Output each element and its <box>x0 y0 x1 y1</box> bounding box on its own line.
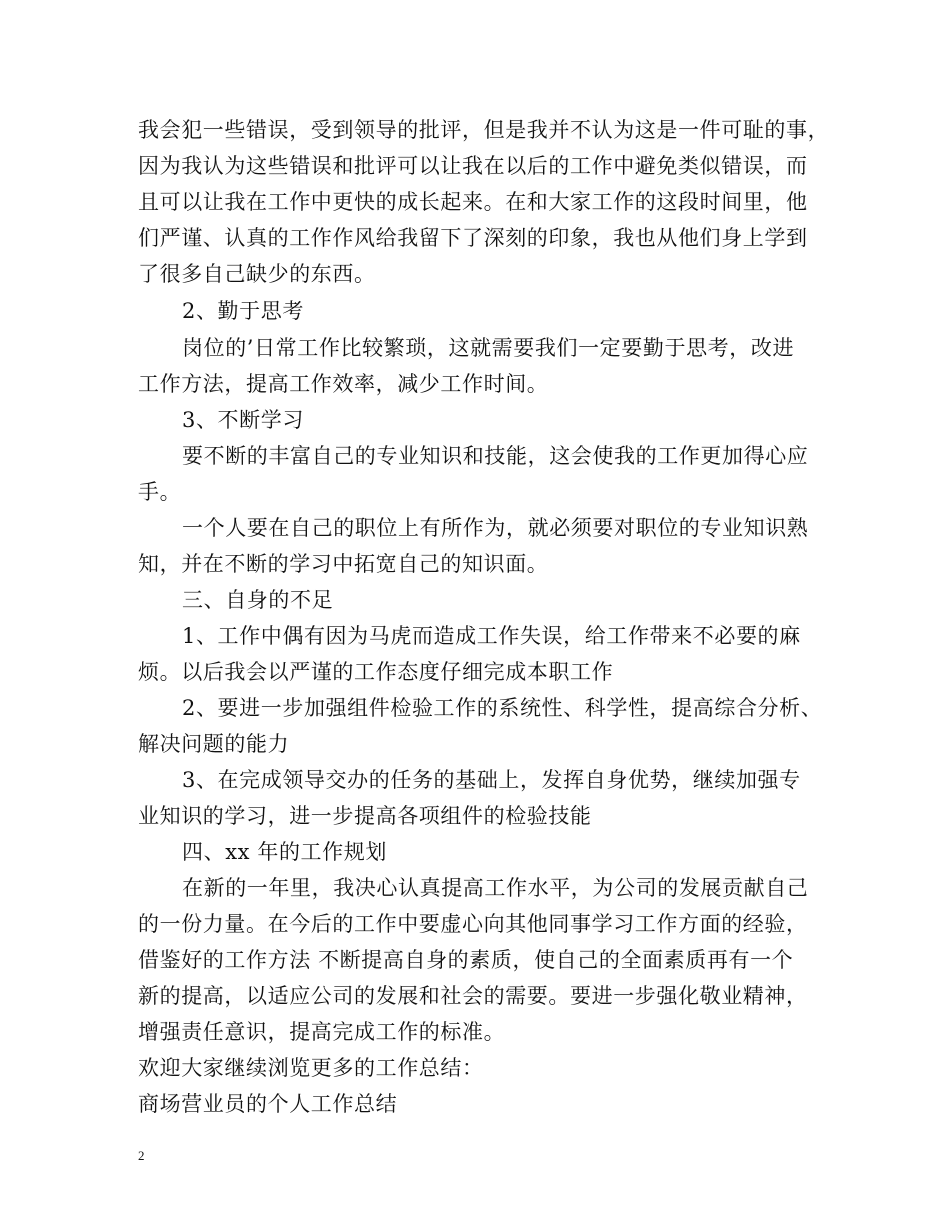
body-text-line: 们严谨、认真的工作作风给我留下了深刻的印象，我也从他们身上学到 <box>138 226 808 250</box>
body-text-line: 借鉴好的工作方法 不断提高自身的素质，使自己的全面素质再有一个 <box>138 948 794 972</box>
body-text-line: 3、在完成领导交办的任务的基础上，发挥自身优势，继续加强专 <box>182 768 801 792</box>
body-text-line: 增强责任意识，提高完成工作的标准。 <box>138 1020 506 1044</box>
section-heading: 四、xx 年的工作规划 <box>182 840 387 864</box>
body-text-line: 我会犯一些错误，受到领导的批评，但是我并不认为这是一件可耻的事， <box>138 118 830 142</box>
section-heading: 3、不断学习 <box>182 408 304 432</box>
body-text-line: 了很多自己缺少的东西。 <box>138 262 376 286</box>
body-text-line: 商场营业员的个人工作总结 <box>138 1092 398 1116</box>
page-number: 2 <box>138 1148 145 1163</box>
body-text-line: 欢迎大家继续浏览更多的工作总结： <box>138 1056 484 1080</box>
body-text-line: 的一份力量。在今后的工作中要虚心向其他同事学习工作方面的经验， <box>138 912 808 936</box>
body-text-line: 在新的一年里，我决心认真提高工作水平，为公司的发展贡献自己 <box>182 876 809 900</box>
body-text-line: 岗位的’日常工作比较繁琐，这就需要我们一定要勤于思考，改进 <box>182 336 795 360</box>
body-text-line: 1、工作中偶有因为马虎而造成工作失误，给工作带来不必要的麻 <box>182 624 801 648</box>
body-text-line: 且可以让我在工作中更快的成长起来。在和大家工作的这段时间里，他 <box>138 190 808 214</box>
body-text-line: 手。 <box>138 480 182 504</box>
body-text-line: 一个人要在自己的职位上有所作为，就必须要对职位的专业知识熟 <box>182 516 809 540</box>
body-text-line: 烦。以后我会以严谨的工作态度仔细完成本职工作 <box>138 660 614 684</box>
section-heading: 2、勤于思考 <box>182 299 304 323</box>
body-text-line: 工作方法，提高工作效率，减少工作时间。 <box>138 372 549 396</box>
body-text-line: 知，并在不断的学习中拓宽自己的知识面。 <box>138 552 549 576</box>
body-text-line: 2、要进一步加强组件检验工作的系统性、科学性，提高综合分析、 <box>182 696 823 720</box>
body-text-line: 业知识的学习，进一步提高各项组件的检验技能 <box>138 804 592 828</box>
section-heading: 三、自身的不足 <box>182 588 334 612</box>
body-text-line: 解决问题的能力 <box>138 732 290 756</box>
body-text-line: 因为我认为这些错误和批评可以让我在以后的工作中避免类似错误，而 <box>138 154 808 178</box>
body-text-line: 新的提高，以适应公司的发展和社会的需要。要进一步强化敬业精神， <box>138 984 808 1008</box>
body-text-line: 要不断的丰富自己的专业知识和技能，这会使我的工作更加得心应 <box>182 444 809 468</box>
